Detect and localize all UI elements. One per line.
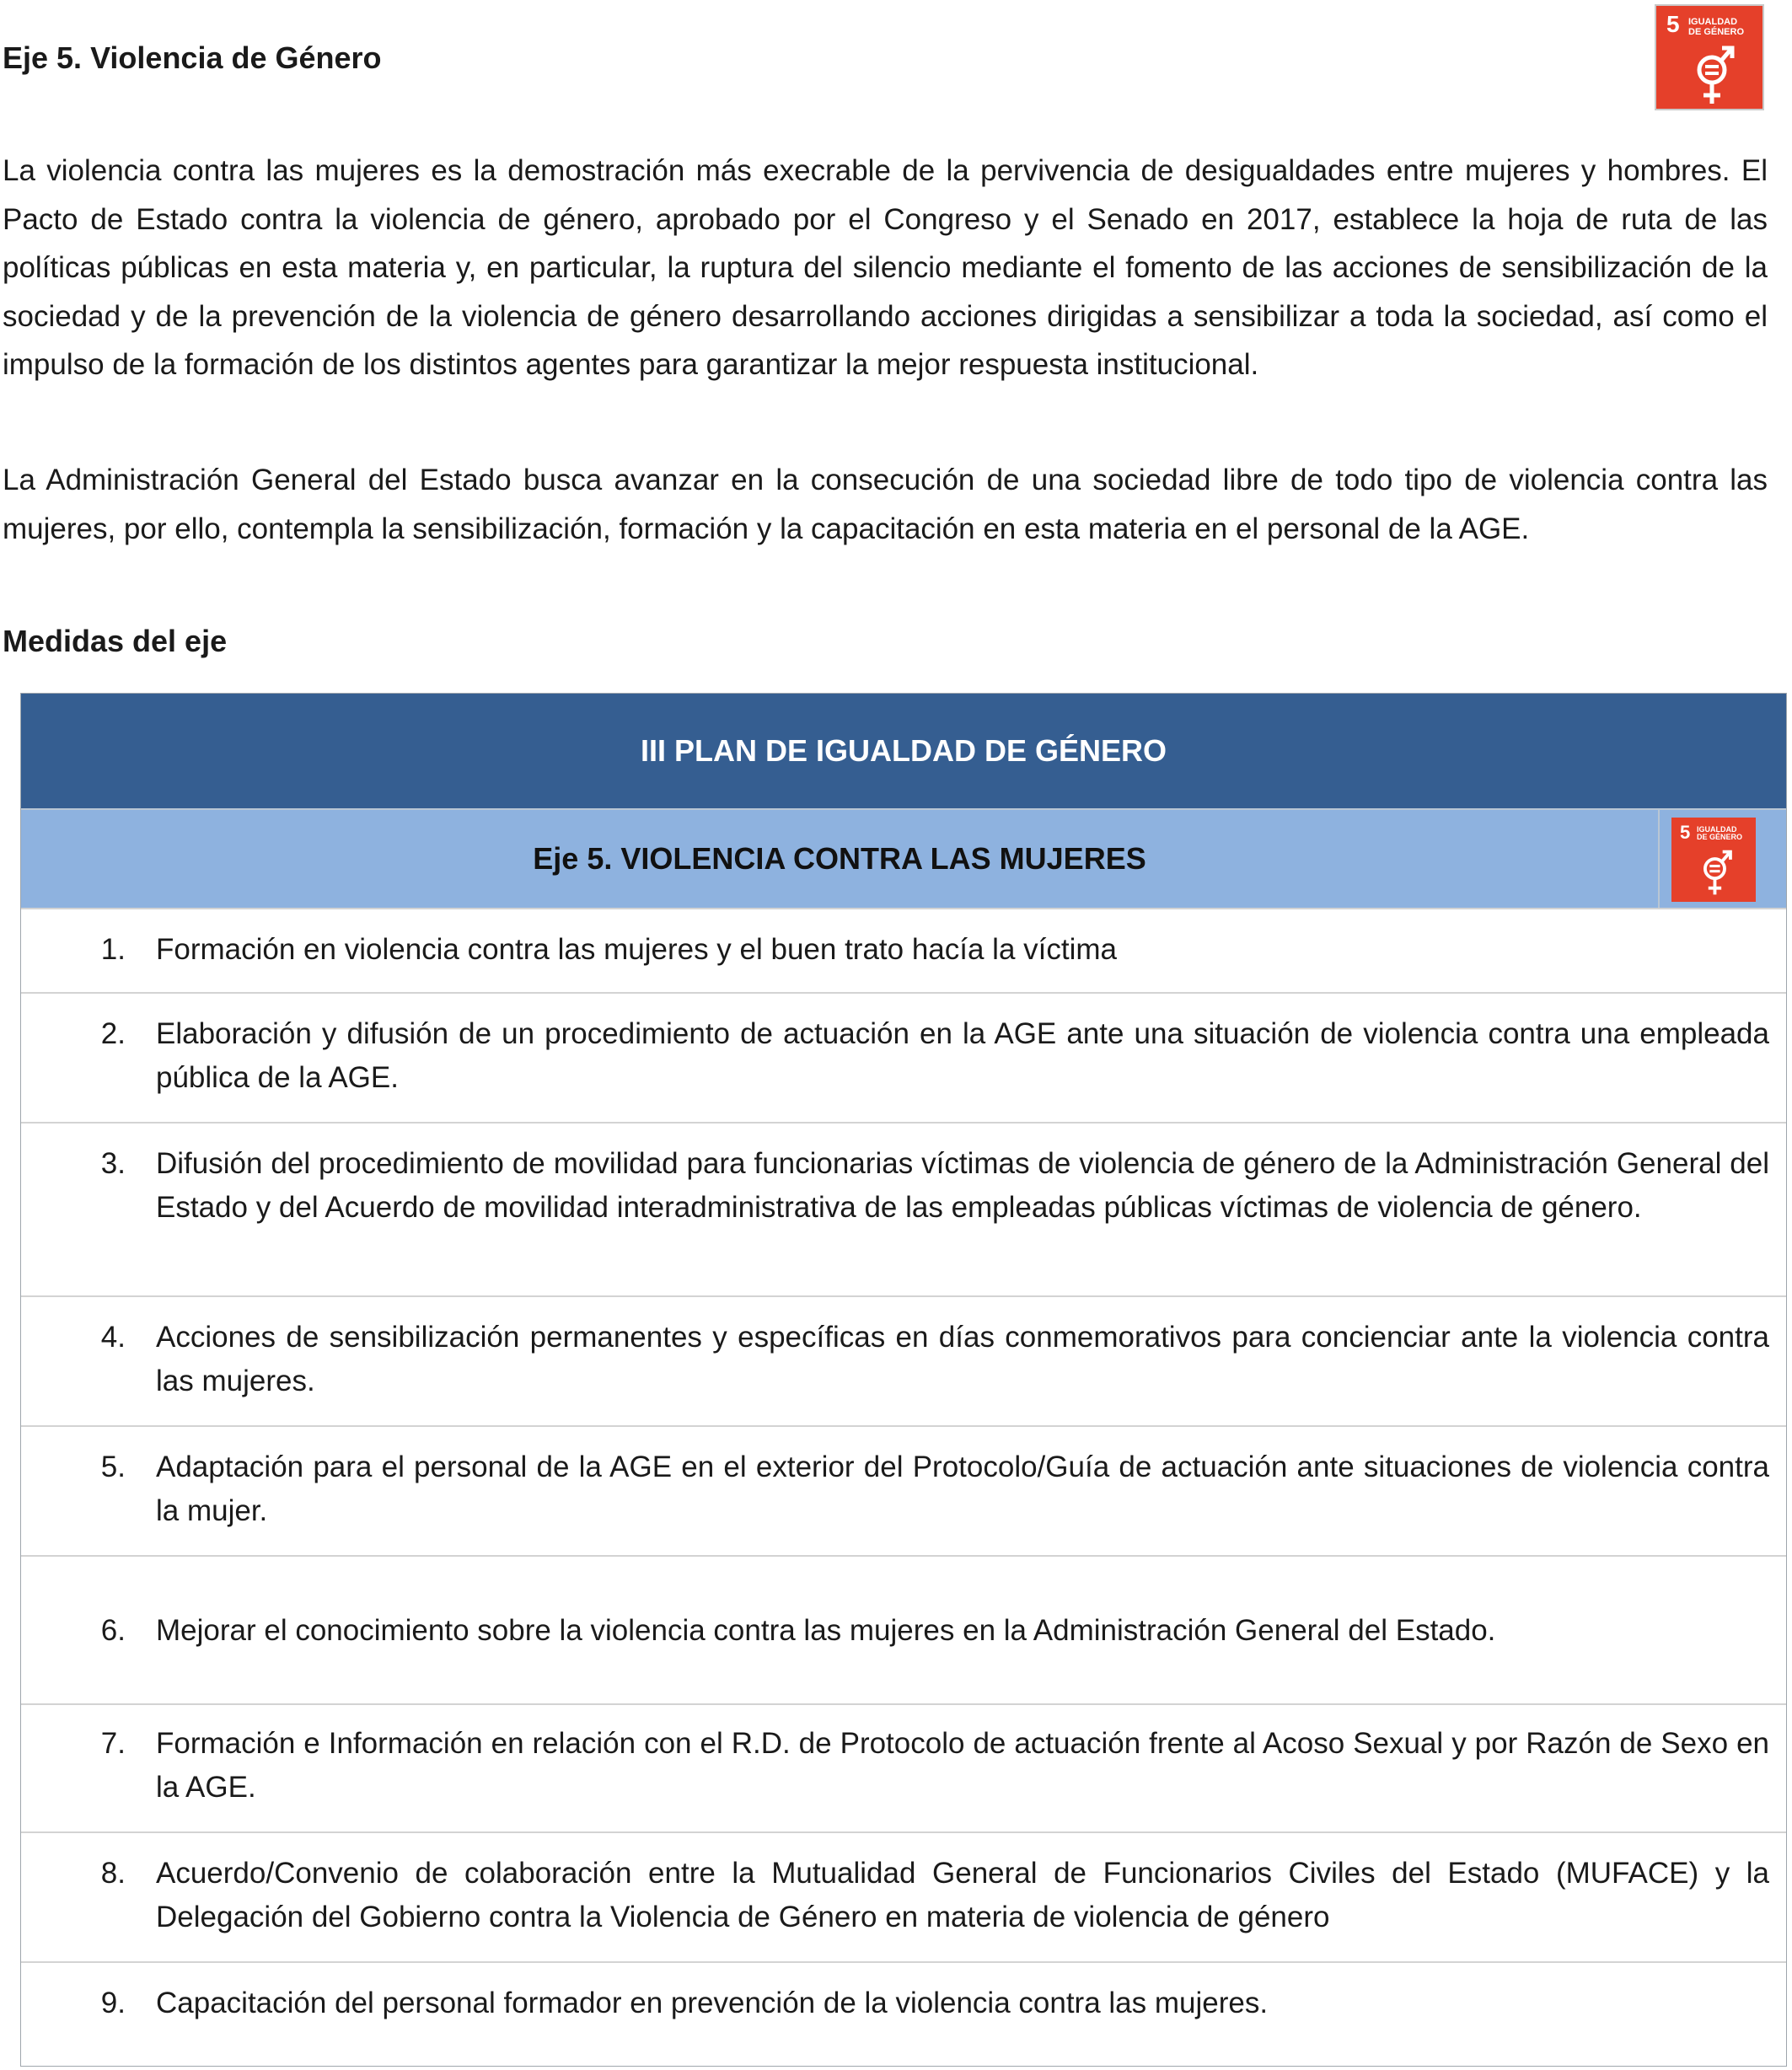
sdg-number: 5: [1666, 11, 1680, 37]
measure-number: 4.: [100, 1321, 126, 1354]
gender-equality-icon: [1692, 45, 1736, 107]
sdg-caption: IGUALDAD DE GÉNERO: [1688, 17, 1745, 37]
table-header: [21, 694, 1786, 808]
measure-text: Acuerdo/Convenio de colaboración entre la Mutualidad General de Funcionarios Civiles del Estado (MUFACE) y la Delegación del Gobierno contra la Violencia de Género en materia de violencia de género: [156, 1857, 1769, 1933]
measure-text: Formación e Información en relación con el R.D. de Protocolo de actuación frente al Acoso Sexual y por Razón de Sexo en la AGE.: [156, 1727, 1769, 1804]
intro-paragraph-2: La Administración General del Estado busca avanzar en la consecución de una sociedad libre de todo tipo de violencia contra las mujeres, por ello, contempla la sensibilización, formación y la capacitación en esta materia en el personal de la AGE.: [3, 464, 1768, 545]
sdg-number: 5: [1680, 822, 1691, 843]
sdg-caption: IGUALDAD DE GÉNERO: [1697, 825, 1743, 842]
measure-text: Capacitación del personal formador en prevención de la violencia contra las mujeres.: [156, 1987, 1269, 2019]
measure-row-4: [21, 1295, 1786, 1425]
measure-text: Difusión del procedimiento de movilidad para funcionarias víctimas de violencia de género de la Administración General del Estado y del Acuerdo de movilidad interadministrativa de las empleadas públicas víctimas de violencia de género.: [156, 1147, 1769, 1224]
measure-row-5: [21, 1425, 1786, 1555]
measure-number: 7.: [100, 1727, 126, 1760]
measure-text: Acciones de sensibilización permanentes y específicas en días conmemorativos para concienciar ante la violencia contra las mujeres.: [156, 1321, 1769, 1397]
plan-title: III PLAN DE IGUALDAD DE GÉNERO: [640, 733, 1167, 768]
table-subheader: [21, 808, 1786, 908]
measure-row-8: [21, 1831, 1786, 1961]
measure-row-6: [21, 1555, 1786, 1703]
measure-row-7: [21, 1703, 1786, 1831]
section-title: Eje 5. Violencia de Género: [3, 40, 382, 75]
measure-text: Mejorar el conocimiento sobre la violencia contra las mujeres en la Administración General del Estado.: [156, 1614, 1496, 1647]
measure-number: 9.: [100, 1987, 126, 2019]
sdg-5-badge-small: [1671, 818, 1756, 902]
measure-row-1: [21, 908, 1786, 992]
measures-table: [20, 693, 1787, 2067]
sdg-5-badge: [1655, 4, 1764, 110]
gender-equality-icon: [1699, 849, 1733, 898]
measure-row-3: [21, 1122, 1786, 1295]
measure-number: 6.: [100, 1614, 126, 1647]
measure-text: Elaboración y difusión de un procedimiento de actuación en la AGE ante una situación de violencia contra una empleada pública de la AGE.: [156, 1017, 1769, 1094]
measure-text: Adaptación para el personal de la AGE en el exterior del Protocolo/Guía de actuación ante situaciones de violencia contra la mujer.: [156, 1451, 1769, 1527]
intro-paragraph-1: La violencia contra las mujeres es la demostración más execrable de la pervivencia de desigualdades entre mujeres y hombres. El Pacto de Estado contra la violencia de género, aprobado por el Congreso y el Senado en 2017, establece la hoja de ruta de las políticas públicas en esta materia y, en particular, la ruptura del silencio mediante el fomento de las acciones de sensibilización de la sociedad y de la prevención de la violencia de género desarrollando acciones dirigidas a sensibilizar a toda la sociedad, así como el impulso de la formación de los distintos agentes para garantizar la mejor respuesta institucional.: [3, 154, 1768, 381]
column-divider: [1658, 810, 1660, 908]
measure-text: Formación en violencia contra las mujeres y el buen trato hacía la víctima: [156, 933, 1117, 966]
measure-number: 8.: [100, 1857, 126, 1890]
measure-number: 2.: [100, 1017, 126, 1050]
axis-title: Eje 5. VIOLENCIA CONTRA LAS MUJERES: [533, 841, 1146, 876]
measures-subtitle: Medidas del eje: [3, 624, 228, 658]
measure-row-9: [21, 1961, 1786, 2066]
measure-row-2: [21, 992, 1786, 1122]
measure-number: 5.: [100, 1451, 126, 1483]
measure-number: 1.: [100, 933, 126, 966]
measure-number: 3.: [100, 1147, 126, 1180]
